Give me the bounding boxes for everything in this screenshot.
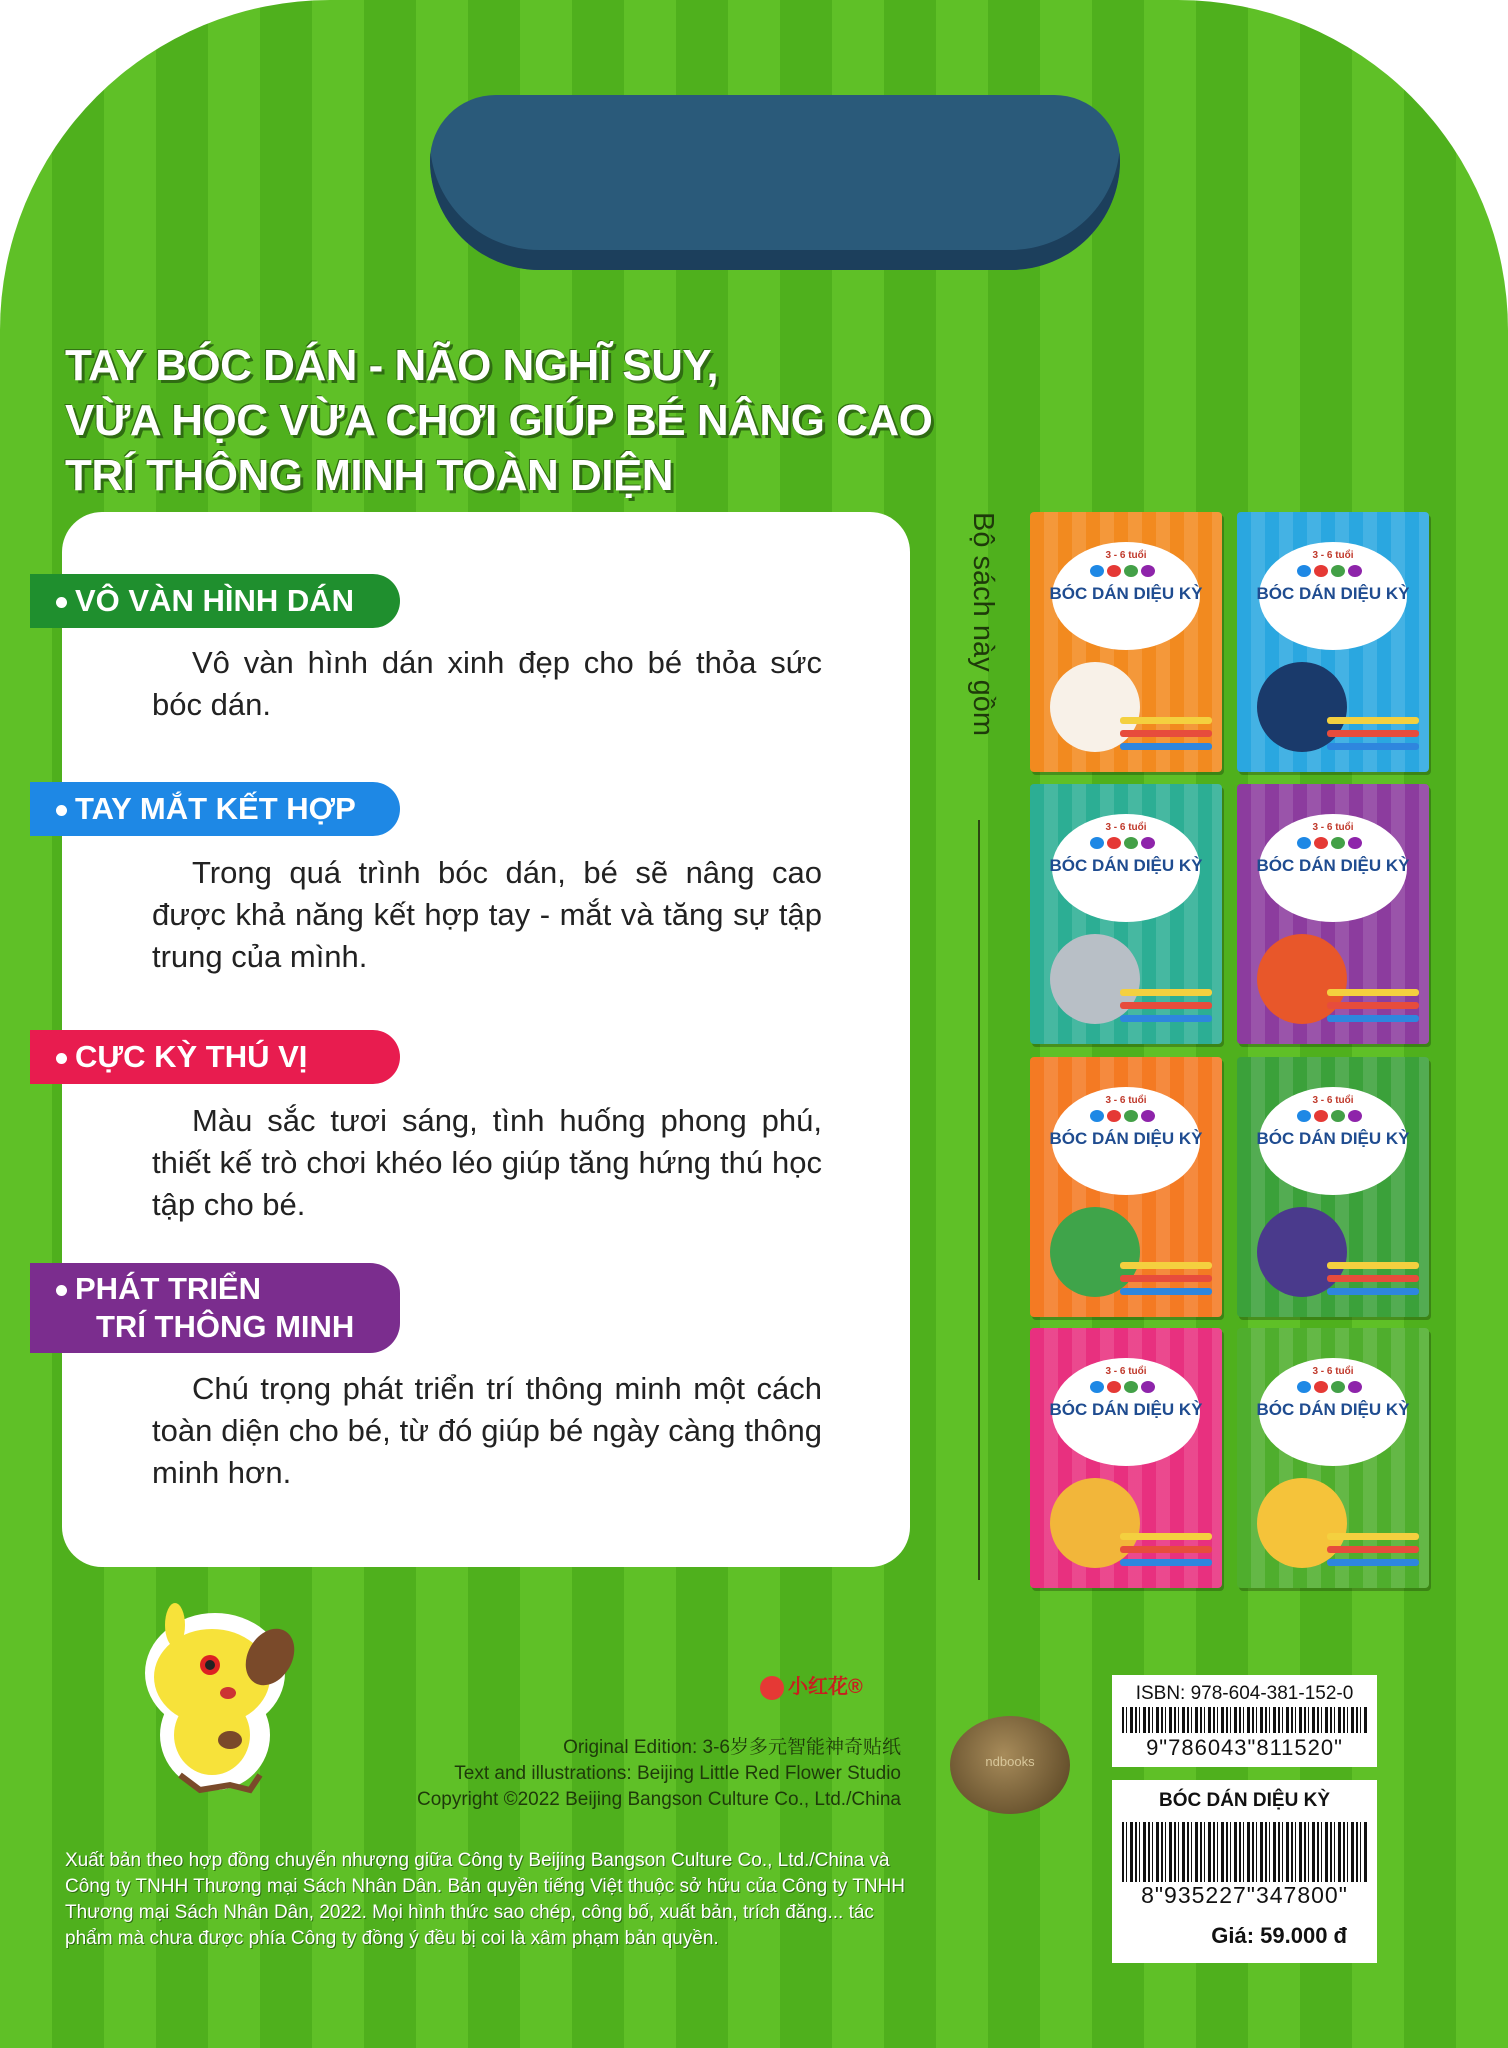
series-label: Bộ sách này gồm [967,512,999,737]
isbn-digits: 9"786043"811520" [1146,1735,1343,1760]
color-dots [1090,836,1162,848]
animal-illustration [1257,662,1347,752]
book-thumbnail [1237,1328,1429,1588]
book-age: 3 - 6 tuổi [1312,550,1354,561]
book-title: BÓC DÁN DIỆU KỲ [1256,584,1410,603]
book-thumbnail [1030,512,1222,772]
headline-line-1: TAY BÓC DÁN - NÃO NGHĨ SUY, [65,341,719,390]
headline [65,338,965,503]
info-stripe [1327,1002,1419,1009]
feature-text-stickers [152,642,822,726]
book-title: BÓC DÁN DIỆU KỲ [1049,1400,1203,1419]
color-dots [1297,564,1369,576]
book-thumbnail [1030,784,1222,1044]
color-dots [1090,1109,1162,1121]
credits-line-3: Copyright ©2022 Beijing Bangson Culture Co., Ltd./China [416,1789,901,1810]
book-thumbnail [1237,512,1429,772]
ean-digits: 8"935227"347800" [1141,1882,1348,1908]
info-stripe [1120,1002,1212,1009]
book-title: BÓC DÁN DIỆU KỲ [1256,856,1410,875]
book-age: 3 - 6 tuổi [1312,1095,1354,1106]
feature-title: VÔ VÀN HÌNH DÁN [75,583,355,618]
seal-text: ndbooks [985,1754,1035,1769]
info-stripe [1327,1533,1419,1540]
info-stripe [1120,1288,1212,1295]
info-stripe [1327,1275,1419,1282]
book-age: 3 - 6 tuổi [1105,1366,1147,1377]
feature-text: Trong quá trình bóc dán, bé sẽ nâng cao được khả năng kết hợp tay - mắt và tăng sự tập trung của mình. [152,855,822,974]
info-stripe [1327,1262,1419,1269]
feature-tag-stickers [30,574,400,628]
info-stripe [1327,743,1419,750]
animal-illustration [1050,934,1140,1024]
feature-text: Màu sắc tươi sáng, tình huống phong phú, thiết kế trò chơi khéo léo giúp tăng hứng thú học tập cho bé. [152,1103,822,1222]
feature-tag-hand-eye [30,782,400,836]
info-stripe [1120,1015,1212,1022]
info-stripe [1120,743,1212,750]
headline-line-2: VỪA HỌC VỪA CHƠI GIÚP BÉ NÂNG CAO [65,396,933,445]
book-age: 3 - 6 tuổi [1105,550,1147,561]
book-thumbnail [1237,1057,1429,1317]
credits-line-1: Original Edition: 3-6岁多元智能神奇贴纸 [563,1737,901,1758]
info-stripe [1120,1275,1212,1282]
info-stripe [1327,1288,1419,1295]
bullet-icon [56,1053,67,1064]
book-title: BÓC DÁN DIỆU KỲ [1049,584,1203,603]
book-age: 3 - 6 tuổi [1312,822,1354,833]
info-stripe [1327,717,1419,724]
feature-text: Chú trọng phát triển trí thông minh một cách toàn diện cho bé, từ đó giúp bé ngày càng thông minh hơn. [152,1371,822,1490]
feature-text-intelligence [152,1368,822,1494]
isbn-label: ISBN: 978-604-381-152-0 [1135,1683,1354,1704]
copyright-notice: Xuất bản theo hợp đồng chuyển nhượng giữa Công ty Beijing Bangson Culture Co., Ltd./China và Công ty TNHH Thương mại Sách Nhân Dân. Bản quyền tiếng Việt thuộc sở hữu của Công ty TNHH Thương mại Sách Nhân Dân, 2022. Mọi hình thức sao chép, công bố, xuất bản, trích đăng... tác phẩm mà chưa được phía Công ty đồng ý đều bị coi là xâm phạm bản quyền. [65,1850,905,1949]
info-stripe [1327,1559,1419,1566]
info-stripe [1120,989,1212,996]
bullet-icon [56,805,67,816]
bullet-icon [56,597,67,608]
book-thumbnail [1030,1328,1222,1588]
book-thumbnail [1237,784,1429,1044]
feature-text-fun [152,1100,822,1226]
animal-illustration [1257,1207,1347,1297]
book-age: 3 - 6 tuổi [1105,1095,1147,1106]
animal-illustration [1050,1207,1140,1297]
color-dots [1297,1109,1369,1121]
book-age: 3 - 6 tuổi [1105,822,1147,833]
info-stripe [1120,1559,1212,1566]
series-divider [978,820,980,1580]
color-dots [1090,1380,1162,1392]
publisher-logo: 小红花® [760,1670,863,1700]
feature-title-line-1: PHÁT TRIỂN [75,1271,261,1306]
carry-handle-cutout [430,95,1120,270]
product-title: BÓC DÁN DIỆU KỲ [1158,1790,1330,1811]
feature-tag-fun [30,1030,400,1084]
publisher-seal [950,1716,1070,1814]
isbn-barcode [1112,1675,1377,1767]
info-stripe [1327,1546,1419,1553]
headline-line-3: TRÍ THÔNG MINH TOÀN DIỆN [65,451,674,500]
feature-tag-intelligence [30,1263,400,1353]
book-title: BÓC DÁN DIỆU KỲ [1256,1400,1410,1419]
info-stripe [1120,730,1212,737]
info-stripe [1120,1262,1212,1269]
barcode-bars [1122,1822,1367,1882]
book-thumbnail [1030,1057,1222,1317]
price: Giá: 59.000 đ [1211,1923,1347,1948]
book-title: BÓC DÁN DIỆU KỲ [1049,856,1203,875]
feature-text-hand-eye [152,852,822,978]
color-dots [1297,836,1369,848]
animal-illustration [1050,662,1140,752]
color-dots [1297,1380,1369,1392]
animal-illustration [1050,1478,1140,1568]
price-barcode-label [1112,1780,1377,1963]
animal-illustration [1257,934,1347,1024]
info-stripe [1327,989,1419,996]
feature-title-line-2: TRÍ THÔNG MINH [96,1309,355,1344]
book-title: BÓC DÁN DIỆU KỲ [1256,1129,1410,1148]
feature-text: Vô vàn hình dán xinh đẹp cho bé thỏa sức bóc dán. [152,645,822,722]
animal-illustration [1257,1478,1347,1568]
color-dots [1090,564,1162,576]
info-stripe [1120,1546,1212,1553]
book-age: 3 - 6 tuổi [1312,1366,1354,1377]
info-stripe [1120,717,1212,724]
info-stripe [1327,1015,1419,1022]
feature-title: CỰC KỲ THÚ VỊ [75,1039,308,1074]
bullet-icon [56,1285,67,1296]
barcode-bars [1122,1707,1367,1733]
credits [201,1735,901,1813]
flower-icon [760,1676,784,1700]
info-stripe [1327,730,1419,737]
feature-title: TAY MẮT KẾT HỢP [75,791,356,826]
credits-line-2: Text and illustrations: Beijing Little Red Flower Studio [454,1763,901,1784]
info-stripe [1120,1533,1212,1540]
book-title: BÓC DÁN DIỆU KỲ [1049,1129,1203,1148]
